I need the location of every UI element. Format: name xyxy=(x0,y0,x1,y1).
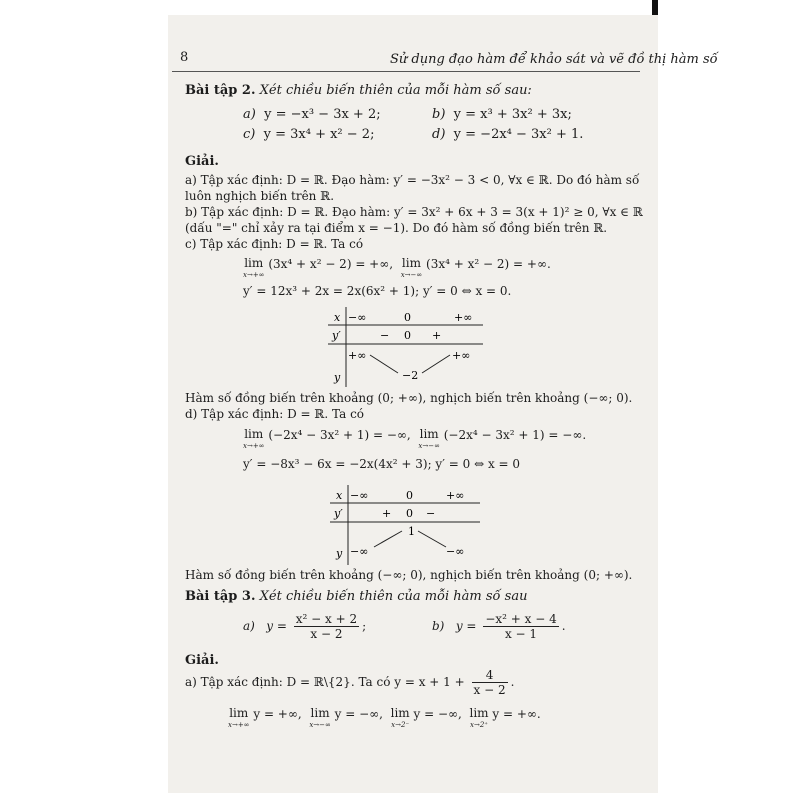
variation-table-d xyxy=(330,485,490,565)
solution-heading: Giải. xyxy=(185,154,219,169)
solution-a-line-2: luôn nghịch biến trên ℝ. xyxy=(185,189,335,203)
solution-d-limits: lim x→+∞ (−2x⁴ − 3x² + 1) = −∞, lim x→−∞ (−2x⁴ − 3x² + 1) = −∞. xyxy=(243,427,587,450)
solution-b-line-1: b) Tập xác định: D = ℝ. Đạo hàm: y′ = 3x² + 6x + 3 = 3(x + 1)² ≥ 0, ∀x ∈ ℝ xyxy=(185,205,643,219)
solution-a-line-1: a) Tập xác định: D = ℝ. Đạo hàm: y′ = −3x² − 3 < 0, ∀x ∈ ℝ. Do đó hàm số xyxy=(185,173,640,187)
table-d-x-1: 0 xyxy=(406,489,413,502)
exercise-3-item-b: b) y = $\frac{\text{−x² + x − 4}}{x - 1}$ . xyxy=(432,612,566,641)
solution-b-line-2: (dấu "=" chỉ xảy ra tại điểm x = −1). Do đó hàm số đồng biến trên ℝ. xyxy=(185,221,608,235)
table-c-x-1: 0 xyxy=(404,311,411,324)
exercise-2-item-a: a) y = −x³ − 3x + 2; xyxy=(243,107,381,122)
solution-c-conclusion: Hàm số đồng biến trên khoảng (0; +∞), nghịch biến trên khoảng (−∞; 0). xyxy=(185,391,633,405)
solution-c-derivative: y′ = 12x³ + 2x = 2x(6x² + 1); y′ = 0 ⇔ x = 0. xyxy=(243,284,512,298)
table-d-sign-1: 0 xyxy=(406,507,413,520)
table-c-row-x: x xyxy=(334,311,341,324)
header-rule xyxy=(172,71,640,72)
table-c-y-1: −2 xyxy=(402,369,419,382)
table-d-x-2: +∞ xyxy=(446,489,465,502)
exercise-2-heading: Bài tập 2. Xét chiều biến thiên của mỗi hàm số sau: xyxy=(185,83,532,98)
table-c-x-2: +∞ xyxy=(454,311,473,324)
solution-3a-intro: a) Tập xác định: D = ℝ\{2}. Ta có y = x + 1 + $\frac{4}{x - 2}$ . xyxy=(185,668,515,697)
table-d-row-y: y xyxy=(336,547,343,560)
exercise-2-item-b: b) y = x³ + 3x² + 3x; xyxy=(432,107,572,122)
solution-c-intro: c) Tập xác định: D = ℝ. Ta có xyxy=(185,237,364,251)
exercise-2-item-c: c) y = 3x⁴ + x² − 2; xyxy=(243,127,375,142)
variation-table-c xyxy=(328,307,488,387)
solution-d-conclusion: Hàm số đồng biến trên khoảng (−∞; 0), nghịch biến trên khoảng (0; +∞). xyxy=(185,568,633,582)
scan-edge xyxy=(652,0,658,15)
table-c-row-deriv: y′ xyxy=(332,329,341,342)
solution-3a-limits: lim x→+∞ y = +∞, lim x→−∞ y = −∞, lim x→2⁻ y = −∞, lim x→2⁺ y = +∞. xyxy=(228,706,541,729)
exercise-3-item-a: a) y = $\frac{\text{x² − x + 2}}{x - 2}$ ; xyxy=(243,612,367,641)
page-number: 8 xyxy=(180,50,189,65)
running-title: Sử dụng đạo hàm để khảo sát và vẽ đồ thị hàm số xyxy=(390,52,718,67)
solution-d-derivative: y′ = −8x³ − 6x = −2x(4x² + 3); y′ = 0 ⇔ x = 0 xyxy=(243,457,521,471)
table-d-x-0: −∞ xyxy=(350,489,369,502)
table-d-sign-0: + xyxy=(382,507,392,520)
exercise-3-heading: Bài tập 3. Xét chiều biến thiên của mỗi hàm số sau xyxy=(185,589,528,604)
table-d-y-0: −∞ xyxy=(350,545,369,558)
solution-3-heading: Giải. xyxy=(185,653,219,668)
solution-c-limits: lim x→+∞ (3x⁴ + x² − 2) = +∞, lim x→−∞ (3x⁴ + x² − 2) = +∞. xyxy=(243,256,551,279)
table-d-row-deriv: y′ xyxy=(334,507,343,520)
table-c-sign-2: + xyxy=(432,329,442,342)
table-c-row-y: y xyxy=(334,371,341,384)
table-d-row-x: x xyxy=(336,489,343,502)
table-d-y-1: 1 xyxy=(408,525,415,538)
table-c-y-0: +∞ xyxy=(348,349,367,362)
table-d-sign-2: − xyxy=(426,507,436,520)
table-d-y-2: −∞ xyxy=(446,545,465,558)
table-c-sign-1: 0 xyxy=(404,329,411,342)
table-c-y-2: +∞ xyxy=(452,349,471,362)
solution-d-intro: d) Tập xác định: D = ℝ. Ta có xyxy=(185,407,365,421)
exercise-2-item-d: d) y = −2x⁴ − 3x² + 1. xyxy=(432,127,584,142)
table-c-sign-0: − xyxy=(380,329,390,342)
table-c-x-0: −∞ xyxy=(348,311,367,324)
